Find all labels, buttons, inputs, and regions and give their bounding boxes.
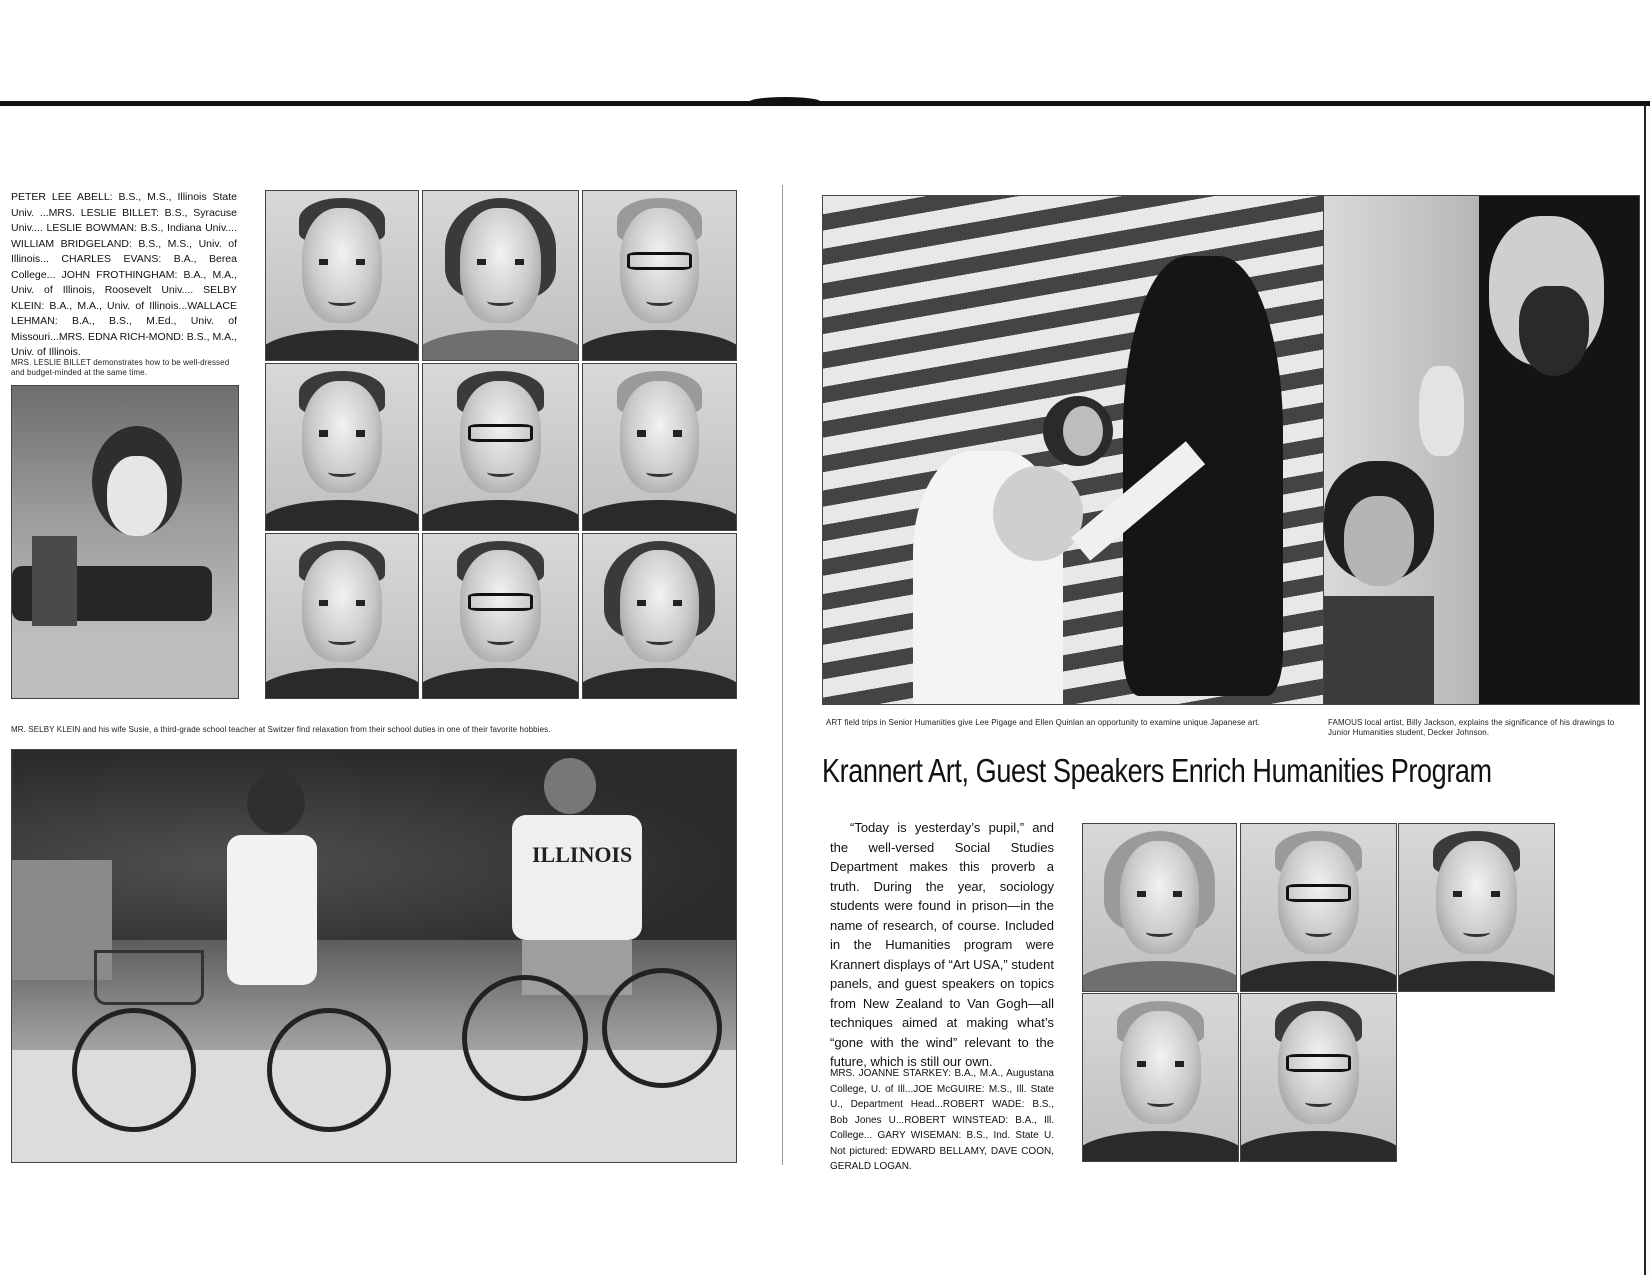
staff-portrait [1082,993,1239,1162]
faculty-portrait [422,363,579,531]
faculty-portrait [265,190,419,361]
faculty-portrait [265,363,419,531]
japanese-art-photo [822,195,1328,705]
bike-caption: MR. SELBY KLEIN and his wife Susie, a third-grade school teacher at Switzer find relaxation from their school duties in one of their favorite hobbies. [11,725,551,734]
sewing-photo [11,385,239,699]
art-caption: ART field trips in Senior Humanities give Lee Pigage and Ellen Quinlan an opportunity to examine unique Japanese art. [826,718,1260,727]
artist-photo [1323,195,1640,705]
page-edge [1644,106,1650,1275]
shirt-lettering: ILLINOIS [532,842,633,867]
staff-list: MRS. JOANNE STARKEY: B.A., M.A., Augustana College, U. of Ill...JOE McGUIRE: M.S., Ill. State U., Department Head...ROBERT WADE: B.S., Bob Jones U...ROBERT WINSTEAD: B.A., Ill. College... GARY WISEMAN: B.S., Ind. State U. Not pictured: EDWARD BELLAMY, DAVE COON, GERALD LOGAN. [830,1068,1054,1172]
staff-portrait [1240,823,1397,992]
staff-portrait [1398,823,1555,992]
staff-portrait [1082,823,1237,992]
faculty-list: PETER LEE ABELL: B.S., M.S., Illinois State Univ. ...MRS. LESLIE BILLET: B.S., Syracuse Univ.... LESLIE BOWMAN: B.S., Indiana Univ.... WILLIAM BRIDGELAND: B.S., M.S., Univ. of Illinois... CHARLES EVANS: B.A., Berea College... JOHN FROTHINGHAM: B.A., M.A., Univ. of Illinois, Roosevelt Univ.... SELBY KLEIN: B.A., M.A., Univ. of Illinois...WALLACE LEHMAN: B.A., B.S., M.Ed., Univ. of Missouri...MRS. EDNA RICH-MOND: B.S., M.A., Univ. of Illinois. [11,191,237,358]
staff-portrait [1240,993,1397,1162]
sewing-caption: MRS. LESLIE BILLET demonstrates how to be well-dressed and budget-minded at the same time. [11,358,230,377]
faculty-portrait [582,533,737,699]
artist-caption: FAMOUS local artist, Billy Jackson, explains the significance of his drawings to Junior Humanities student, Decker Johnson. [1328,718,1615,737]
faculty-portrait [582,190,737,361]
article-body [830,818,1054,1072]
faculty-portrait [582,363,737,531]
faculty-portrait [422,190,579,361]
page-gutter [782,185,783,1165]
page-headline: Krannert Art, Guest Speakers Enrich Humanities Program [822,752,1492,789]
spread-top-edge [0,101,1650,106]
article-paragraph: “Today is yesterday’s pupil,” and the well-versed Social Studies Department makes this proverb a truth. During the year, sociology students were found in prison—in the name of research, of course. Included in the Humanities program were Krannert displays of “Art USA,” student panels, and guest speakers on topics from New Zealand to Van Gogh—all techniques aimed at making what’s “gone with the wind” relevant to the future, which is still our own. [830,820,1054,1069]
faculty-portrait [422,533,579,699]
faculty-portrait [265,533,419,699]
bicycle-photo [11,749,737,1163]
